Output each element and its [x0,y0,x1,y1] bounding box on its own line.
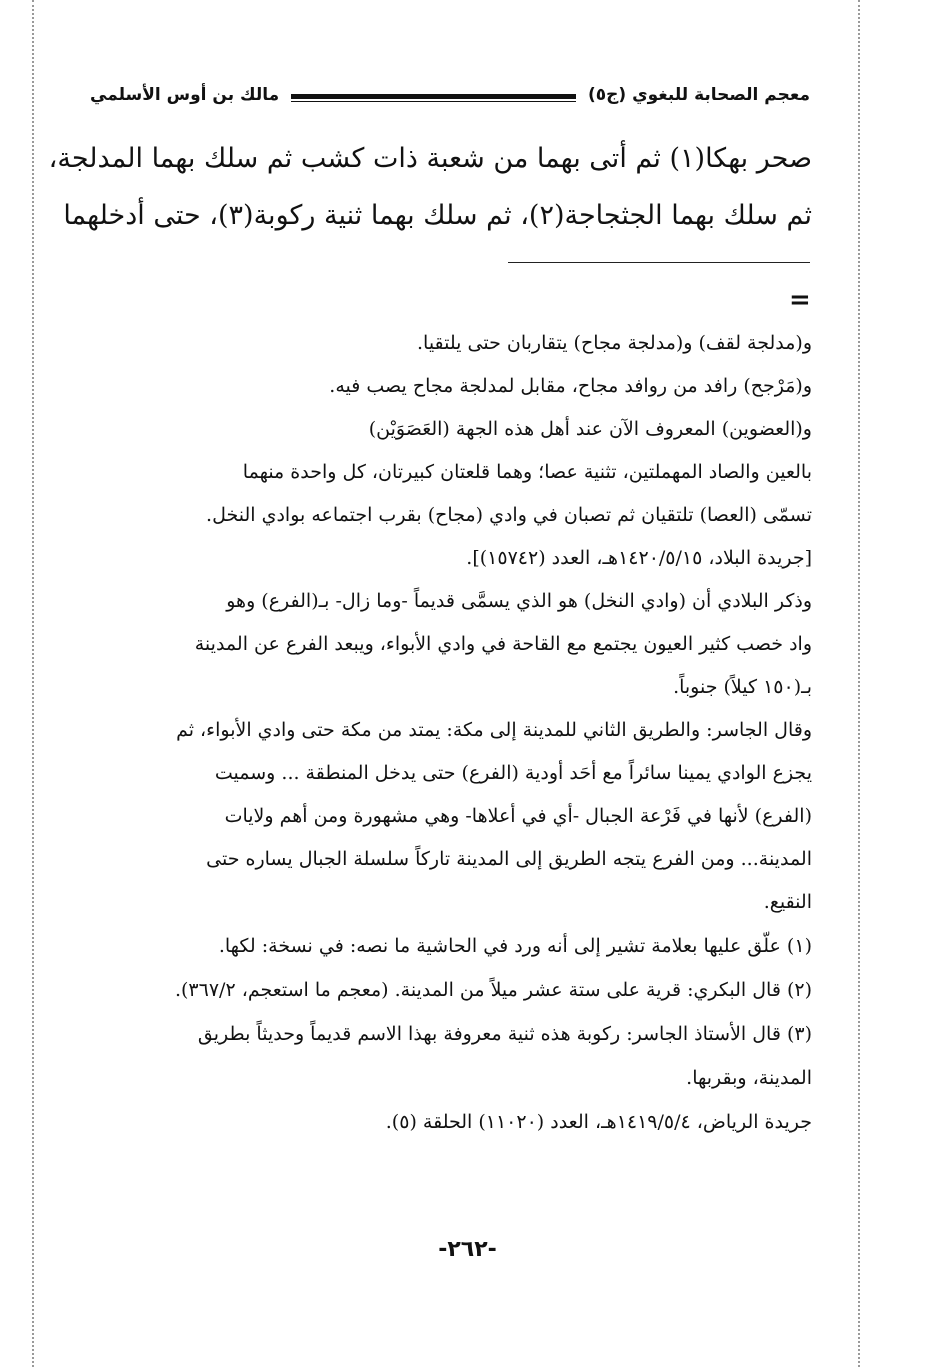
main-text [48,130,812,244]
footnote-1-text: (١) علّق عليها بعلامة تشير إلى أنه ورد في الحاشية ما نصه: في نسخة: لكها. [218,935,812,957]
page-number: -٢٦٢- [438,1237,497,1262]
note-line: وقال الجاسر: والطريق الثاني للمدينة إلى مكة: يمتد من مكة حتى وادي الأبواء، ثم [176,719,812,741]
footnotes [98,322,812,1144]
right-margin-dotted-line [858,0,860,1367]
left-margin-dotted-line [32,0,34,1367]
footnote-3-line: (٣) قال الأستاذ الجاسر: ركوبة هذه ثنية معروفة بهذا الاسم قديماً وحديثاً بطريق [197,1023,812,1045]
footnote-1 [98,924,812,968]
note-line: و(العضوين) المعروف الآن عند أهل هذه الجهة (العَصَوَيْن) [368,418,812,440]
note-line: بالعين والصاد المهملتين، تثنية عصا؛ وهما قلعتان كبيرتان، كل واحدة منهما [242,461,812,483]
note-line: (الفرع) لأنها في فَرْعة الجبال -أي في أعلاها- وهي مشهورة ومن أهم ولايات [224,805,812,827]
footnote-3 [98,1012,812,1144]
note-line: بـ(١٥٠ كيلاً) جنوباً. [673,676,812,698]
note-line: و(مدلجة لقف) و(مدلجة مجاح) يتقاربان حتى يلتقيا. [416,332,812,354]
footnote-3-line: جريدة الرياض، ١٤١٩/٥/٤هـ، العدد (١١٠٢٠) الحلقة (٥). [385,1111,812,1133]
main-text-line: صحر بهكا(١) ثم أتى بهما من شعبة ذات كشب ثم سلك بهما المدلجة، [48,143,812,174]
note-line: و(مَرْجح) رافد من روافد مجاح، مقابل لمدلجة مجاح يصب فيه. [329,375,812,397]
note-line: النقيع. [763,891,812,913]
footnote-2-text: (٢) قال البكري: قرية على ستة عشر ميلاً من المدينة. (معجم ما استعجم، ٣٦٧/٢). [174,979,812,1001]
note-line: وذكر البلادي أن (وادي النخل) هو الذي يسمَّى قديماً -وما زال- بـ(الفرع) وهو [226,590,812,612]
footnote-separator-rule [508,262,810,263]
main-text-line: ثم سلك بهما الجثجاجة(٢)، ثم سلك بهما ثنية ركوبة(٣)، حتى أدخلهما [63,200,812,231]
running-header [90,78,810,112]
note-line: واد خصب كثير العيون يجتمع مع القاحة في وادي الأبواء، ويبعد الفرع عن المدينة [194,633,812,655]
entry-title: مالك بن أوس الأسلمي [90,85,280,105]
continuation-mark: = [789,285,811,315]
header-rule [291,94,576,99]
footnote-continuation [98,322,812,924]
note-line: [جريدة البلاد، ١٤٢٠/٥/١٥هـ، العدد (١٥٧٤٢)]. [466,547,812,569]
note-line: يجزع الوادي يمينا سائراً مع أحَد أودية (الفرع) حتى يدخل المنطقة ... وسميت [214,762,812,784]
book-title: معجم الصحابة للبغوي (ج٥) [587,85,810,105]
note-line: المدينة... ومن الفرع يتجه الطريق إلى المدينة تاركاً سلسلة الجبال يساره حتى [206,848,812,870]
footnote-3-line: المدينة، وبقربها. [686,1067,812,1089]
footnote-2 [98,968,812,1012]
note-line: تسمّى (العصا) تلتقيان ثم تصبان في وادي (مجاح) بقرب اجتماعه بوادي النخل. [206,504,812,526]
